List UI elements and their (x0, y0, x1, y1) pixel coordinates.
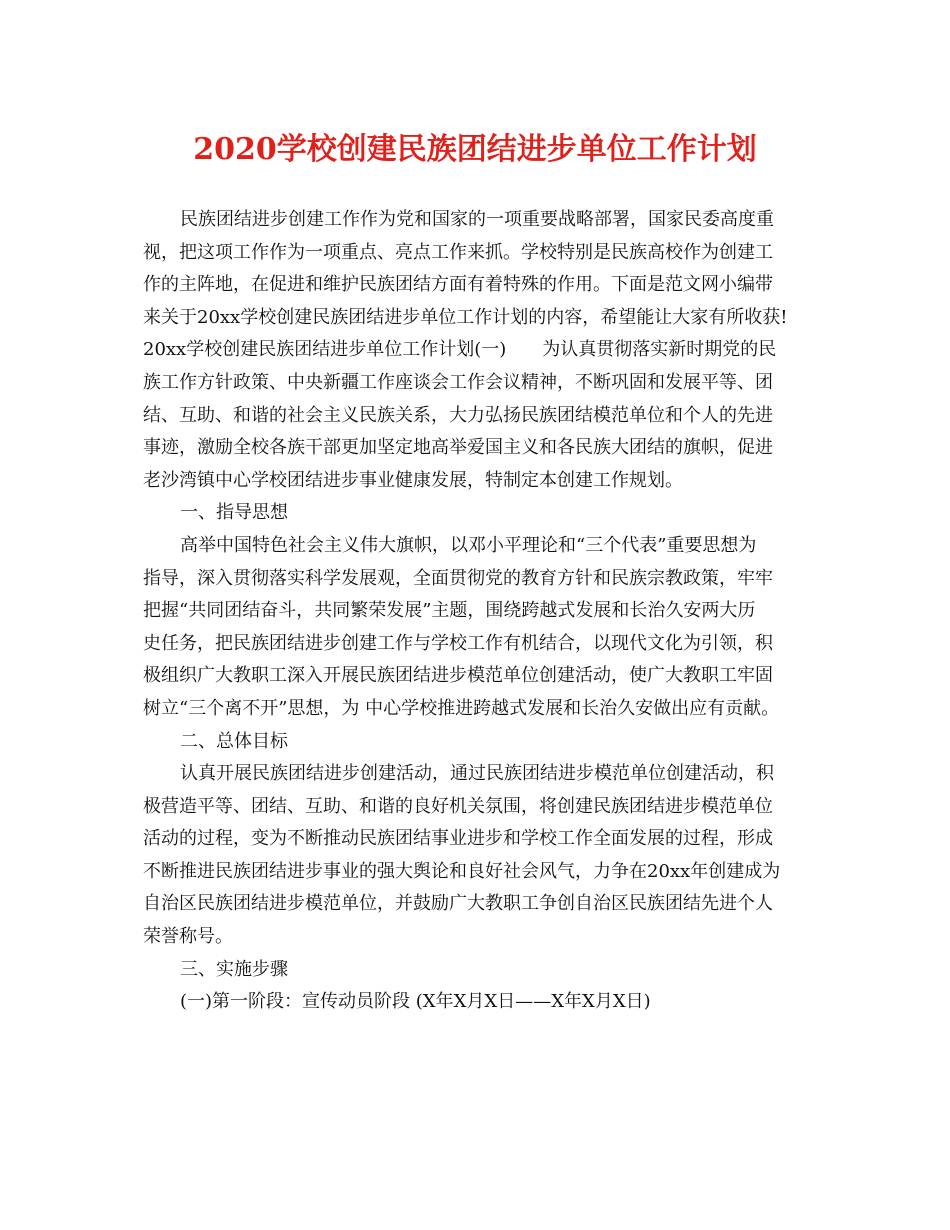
body-line: 一、指导思想 (180, 502, 288, 524)
body-line: 族工作方针政策、中央新疆工作座谈会工作会议精神，不断巩固和发展平等、团 (143, 371, 773, 393)
document-title: 2020学校创建民族团结进步单位工作计划 (193, 132, 757, 167)
body-line: 自治区民族团结进步模范单位，并鼓励广大教职工争创自治区民族团结先进个人 (143, 893, 773, 915)
body-line: 极组织广大教职工深入开展民族团结进步模范单位创建活动，使广大教职工牢固 (143, 665, 773, 687)
body-line: 结、互助、和谐的社会主义民族关系，大力弘扬民族团结模范单位和个人的先进 (143, 404, 773, 426)
body-line: 老沙湾镇中心学校团结进步事业健康发展，特制定本创建工作规划。 (143, 469, 683, 491)
body-line: 荣誉称号。 (143, 926, 233, 948)
body-line: 三、实施步骤 (180, 958, 288, 980)
body-line: 史任务，把民族团结进步创建工作与学校工作有机结合，以现代文化为引领，积 (143, 632, 773, 654)
body-line: 树立“三个离不开”思想，为 中心学校推进跨越式发展和长治久安做出应有贡献。 (143, 697, 780, 719)
body-line: 极营造平等、团结、互助、和谐的良好机关氛围，将创建民族团结进步模范单位 (143, 795, 773, 817)
body-line: 不断推进民族团结进步事业的强大舆论和良好社会风气，力争在20xx年创建成为 (143, 860, 781, 882)
body-line: 作的主阵地，在促进和维护民族团结方面有着特殊的作用。下面是范文网小编带 (143, 274, 773, 296)
body-line: (一)第一阶段：宣传动员阶段 (X年X月X日——X年X月X日) (180, 991, 651, 1013)
body-line: 认真开展民族团结进步创建活动，通过民族团结进步模范单位创建活动，积 (180, 763, 774, 785)
body-line: 20xx学校创建民族团结进步单位工作计划(一) 为认真贯彻落实新时期党的民 (143, 339, 777, 361)
body-line: 事迹，激励全校各族干部更加坚定地高举爱国主义和各民族大团结的旗帜，促进 (143, 437, 773, 459)
body-line: 二、总体目标 (180, 730, 288, 752)
document-body (143, 204, 815, 1019)
body-line: 视，把这项工作作为一项重点、亮点工作来抓。学校特别是民族高校作为创建工 (143, 241, 773, 263)
body-line: 高举中国特色社会主义伟大旗帜，以邓小平理论和“三个代表”重要思想为 (180, 534, 757, 556)
body-line: 把握“共同团结奋斗，共同繁荣发展”主题，围绕跨越式发展和长治久安两大历 (143, 600, 756, 622)
body-line: 民族团结进步创建工作作为党和国家的一项重要战略部署，国家民委高度重 (180, 209, 774, 230)
body-line: 指导，深入贯彻落实科学发展观，全面贯彻党的教育方针和民族宗教政策，牢牢 (143, 567, 773, 589)
body-line: 活动的过程，变为不断推动民族团结事业进步和学校工作全面发展的过程，形成 (143, 828, 773, 850)
body-line: 来关于20xx学校创建民族团结进步单位工作计划的内容，希望能让大家有所收获! (143, 306, 788, 328)
